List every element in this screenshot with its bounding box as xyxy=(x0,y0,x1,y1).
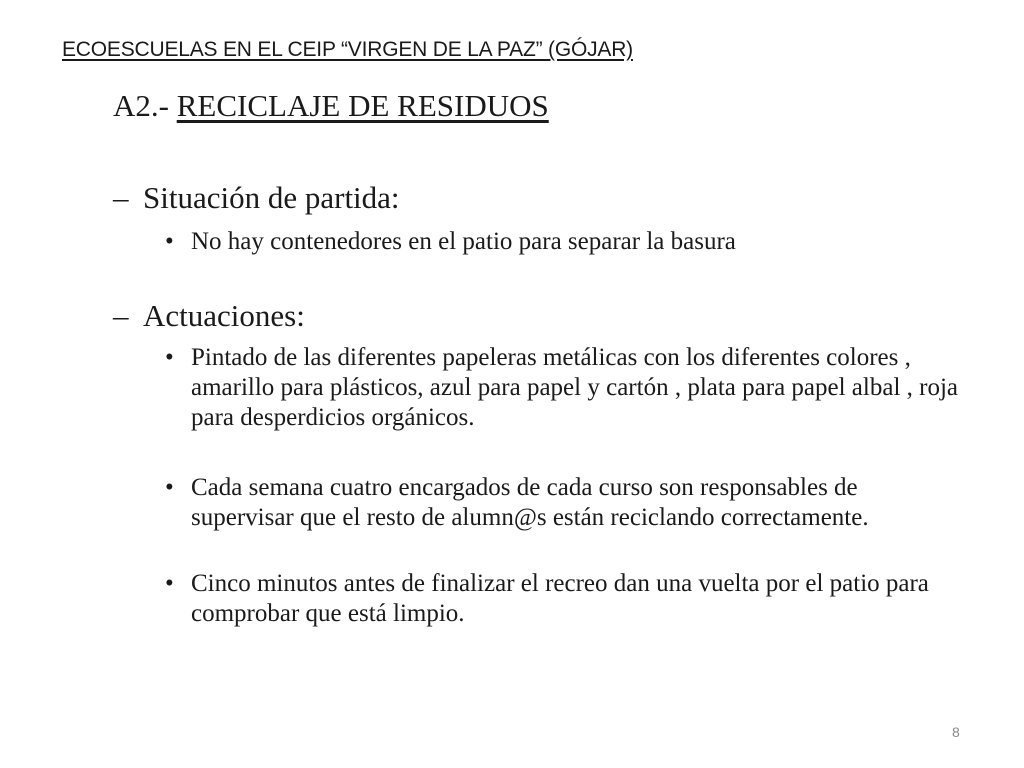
dash-marker: – xyxy=(113,180,129,215)
list-item xyxy=(165,473,965,533)
list-item-text: Cada semana cuatro encargados de cada curso son responsables de supervisar que el resto de alumn@s están reciclando correctamente. xyxy=(191,474,869,531)
list-item-text: No hay contenedores en el patio para separar la basura xyxy=(191,228,736,255)
bullet-icon: • xyxy=(165,344,174,371)
list-item xyxy=(165,569,965,629)
section-heading xyxy=(113,88,549,124)
list-item xyxy=(165,343,965,433)
section-title-situacion xyxy=(113,180,400,216)
section-label: Actuaciones: xyxy=(143,298,305,333)
heading-prefix: A2.- xyxy=(113,88,177,123)
bullet-icon: • xyxy=(165,474,174,501)
bullet-icon: • xyxy=(165,570,174,597)
bullet-icon: • xyxy=(165,228,174,255)
list-item-text: Pintado de las diferentes papeleras metálicas con los diferentes colores , amarillo para plásticos, azul para papel y cartón , plata para papel albal , roja para desperdicios orgánicos. xyxy=(191,344,959,431)
section-label: Situación de partida: xyxy=(143,180,400,215)
page-number: 8 xyxy=(952,724,960,740)
list-item xyxy=(165,227,965,257)
dash-marker: – xyxy=(113,298,129,333)
section-title-actuaciones xyxy=(113,298,305,334)
heading-title: RECICLAJE DE RESIDUOS xyxy=(176,88,549,123)
slide-header-title: ECOESCUELAS EN EL CEIP “VIRGEN DE LA PAZ” (GÓJAR) xyxy=(62,38,633,61)
list-item-text: Cinco minutos antes de finalizar el recreo dan una vuelta por el patio para comprobar que está limpio. xyxy=(191,570,929,627)
